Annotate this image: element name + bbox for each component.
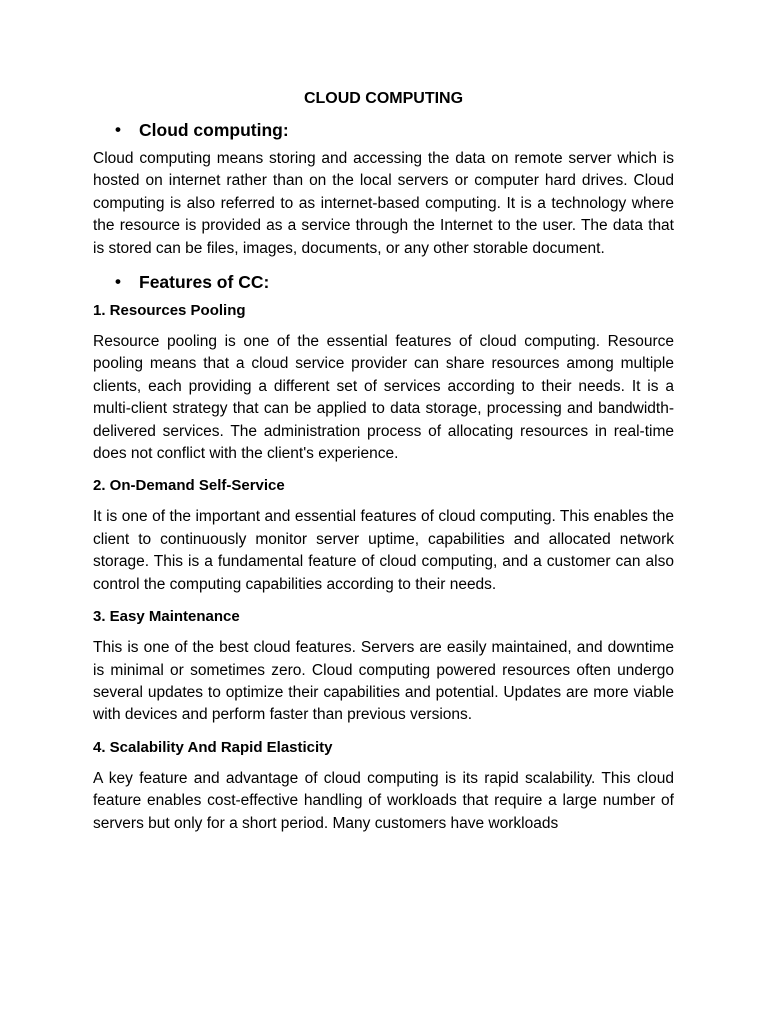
feature-heading-resources-pooling: 1. Resources Pooling bbox=[93, 302, 246, 320]
feature-paragraph-scalability: A key feature and advantage of cloud computing is its rapid scalability. This cloud feature enables cost-effective handling of workloads that require a large number of servers but only for a short period. Many customers have workloads bbox=[93, 769, 674, 832]
feature-heading-scalability: 4. Scalability And Rapid Elasticity bbox=[93, 738, 333, 756]
section-heading-text: Cloud computing: bbox=[139, 120, 289, 140]
feature-paragraph-on-demand: It is one of the important and essential features of cloud computing. This enables the client to continuously monitor server uptime, capabilities and allocated network storage. This is a fundamental feature of cloud computing, and a customer can also control the computing capabilities according to their needs. bbox=[93, 508, 674, 593]
document-page bbox=[93, 88, 674, 1020]
document-title: CLOUD COMPUTING bbox=[303, 90, 464, 107]
bullet-icon: • bbox=[115, 120, 121, 139]
section-heading-features bbox=[93, 270, 674, 294]
bullet-icon: • bbox=[115, 272, 121, 292]
feature-paragraph-easy-maintenance: This is one of the best cloud features. Servers are easily maintained, and downtime is minimal or sometimes zero. Cloud computing powered resources often undergo several updates to optimize their capabilities and potential. Updates are more viable with devices and perform faster than previous versions. bbox=[93, 639, 674, 724]
feature-heading-on-demand: 2. On-Demand Self-Service bbox=[93, 477, 285, 495]
feature-paragraph-resources-pooling: Resource pooling is one of the essential features of cloud computing. Resource pooling means that a cloud service provider can share resources among multiple clients, each providing a different set of services according to their needs. It is a multi-client strategy that can be applied to data storage, processing and bandwidth-delivered services. The administration process of allocating resources in real-time does not conflict with the client's experience. bbox=[93, 333, 674, 463]
section-heading-cloud-computing bbox=[93, 118, 674, 142]
paragraph-definition: Cloud computing means storing and accessing the data on remote server which is hosted on internet rather than on the local servers or computer hard drives. Cloud computing is also referred to as internet-based computing. It is a technology where the resource is provided as a service through the Internet to the user. The data that is stored can be files, images, documents, or any other storable document. bbox=[93, 150, 674, 257]
feature-heading-easy-maintenance: 3. Easy Maintenance bbox=[93, 608, 240, 626]
section-heading-text: Features of CC: bbox=[139, 272, 270, 293]
